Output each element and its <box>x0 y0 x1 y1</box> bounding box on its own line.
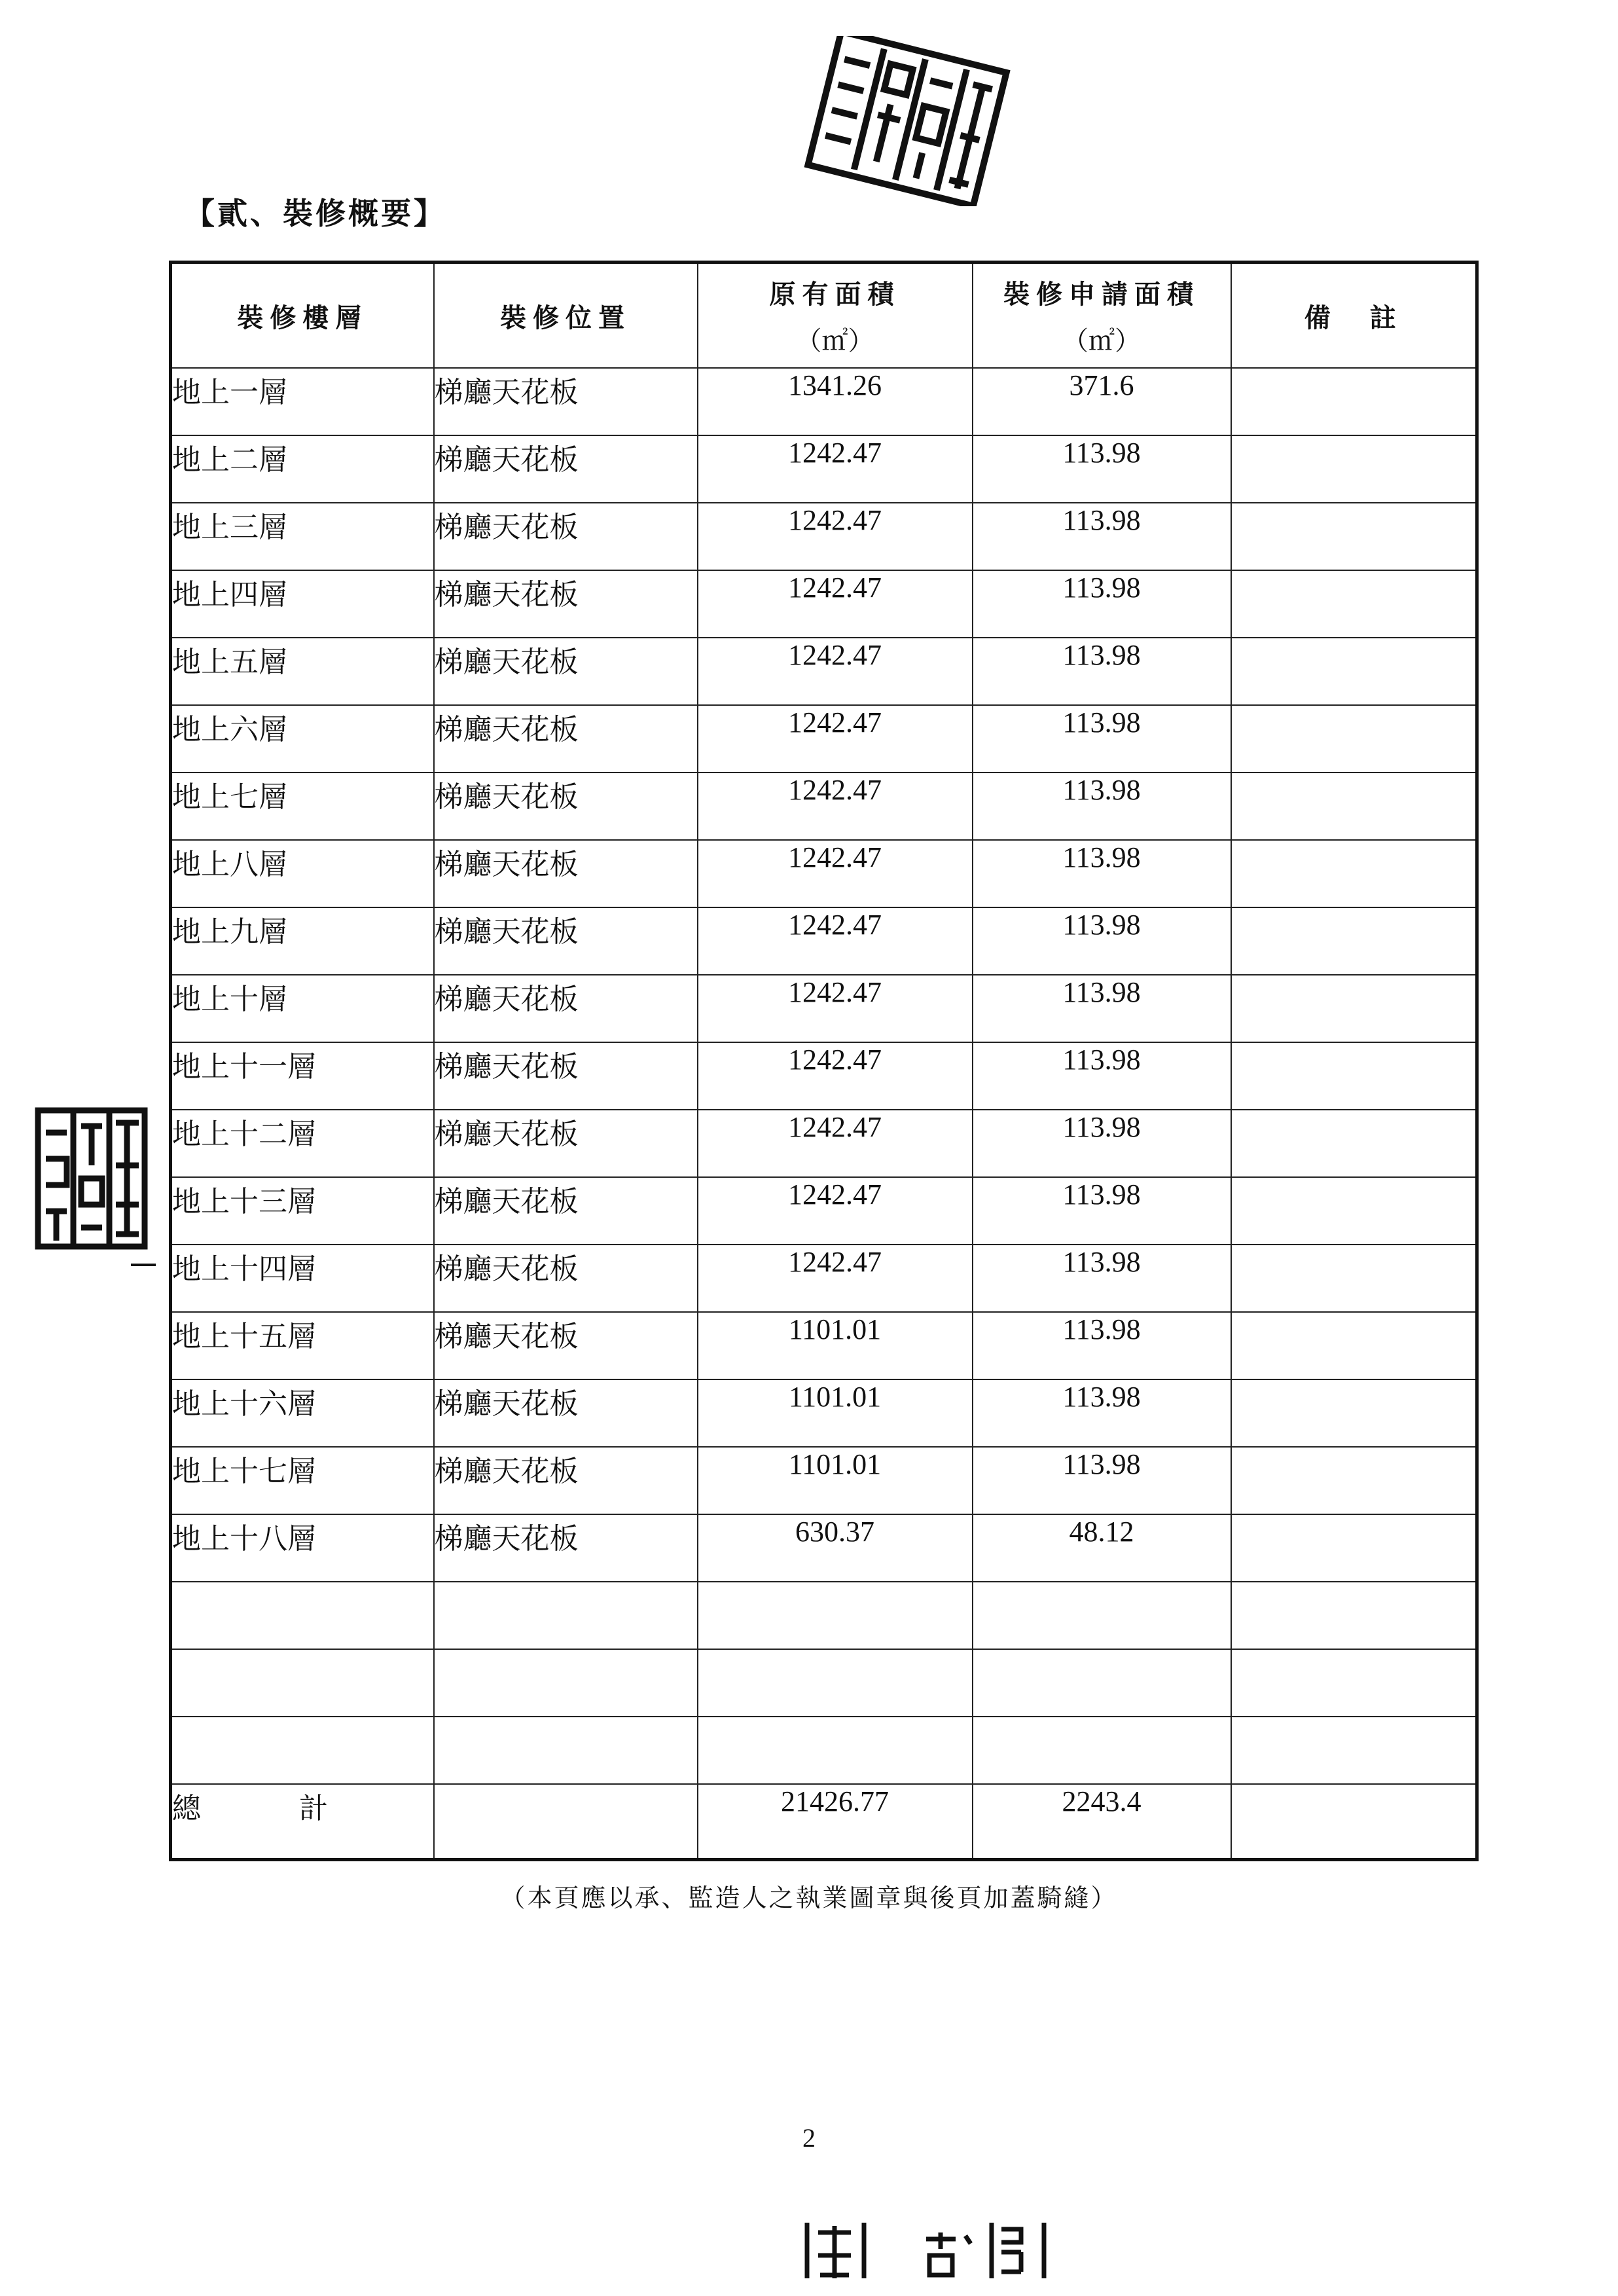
cell-original-area: 1242.47 <box>698 435 973 503</box>
cell-applied-area: 113.98 <box>973 1110 1231 1177</box>
bottom-seal-mark <box>802 2216 1060 2285</box>
cell-original-area: 1242.47 <box>698 1110 973 1177</box>
table-row <box>171 1447 1477 1514</box>
table-row <box>171 1245 1477 1312</box>
cell-location: 梯廳天花板 <box>434 435 698 503</box>
header-floor: 裝修樓層 <box>171 263 434 369</box>
cell-remarks <box>1231 503 1477 570</box>
cell-remarks <box>1231 1379 1477 1447</box>
cell-location: 梯廳天花板 <box>434 503 698 570</box>
table-row <box>171 435 1477 503</box>
cell-remarks <box>1231 1312 1477 1379</box>
cell-remarks <box>1231 638 1477 705</box>
cell-location: 梯廳天花板 <box>434 1312 698 1379</box>
cell-remarks <box>1231 1177 1477 1245</box>
cell-location: 梯廳天花板 <box>434 570 698 638</box>
header-applied-area-label: 裝修申請面積 <box>1003 280 1200 310</box>
cell-original-area: 1101.01 <box>698 1379 973 1447</box>
page-number: 2 <box>802 2123 816 2153</box>
table-header-row <box>171 263 1477 369</box>
table-row <box>171 975 1477 1042</box>
cell-original-area: 1242.47 <box>698 840 973 907</box>
total-applied-area: 2243.4 <box>973 1784 1231 1860</box>
cell-applied-area: 113.98 <box>973 435 1231 503</box>
cell-location: 梯廳天花板 <box>434 705 698 773</box>
cell-remarks <box>1231 1245 1477 1312</box>
cell-original-area: 1242.47 <box>698 907 973 975</box>
table-row <box>171 840 1477 907</box>
cell-original-area: 1242.47 <box>698 570 973 638</box>
cell-original-area: 1101.01 <box>698 1312 973 1379</box>
cell-remarks <box>1231 368 1477 435</box>
cell-applied-area: 113.98 <box>973 975 1231 1042</box>
table-row <box>171 1717 1477 1784</box>
footnote: （本頁應以承、監造人之執業圖章與後頁加蓋騎縫） <box>500 1884 1118 1912</box>
cell-floor <box>171 1582 434 1649</box>
table-row <box>171 1649 1477 1717</box>
cell-floor: 地上九層 <box>171 907 434 975</box>
cell-floor: 地上十二層 <box>171 1110 434 1177</box>
cell-floor: 地上一層 <box>171 368 434 435</box>
cell-original-area <box>698 1717 973 1784</box>
cell-floor: 地上三層 <box>171 503 434 570</box>
cell-remarks <box>1231 570 1477 638</box>
cell-location: 梯廳天花板 <box>434 773 698 840</box>
cell-location: 梯廳天花板 <box>434 1379 698 1447</box>
cell-floor <box>171 1649 434 1717</box>
table-row <box>171 1379 1477 1447</box>
margin-tick-mark <box>131 1264 156 1266</box>
cell-remarks <box>1231 907 1477 975</box>
cell-original-area: 630.37 <box>698 1514 973 1582</box>
cell-remarks <box>1231 1447 1477 1514</box>
cell-location: 梯廳天花板 <box>434 1042 698 1110</box>
cell-applied-area <box>973 1582 1231 1649</box>
cell-remarks <box>1231 435 1477 503</box>
table-row <box>171 503 1477 570</box>
header-location: 裝修位置 <box>434 263 698 369</box>
cell-location: 梯廳天花板 <box>434 1110 698 1177</box>
cell-remarks <box>1231 1042 1477 1110</box>
cell-original-area: 1242.47 <box>698 705 973 773</box>
total-location <box>434 1784 698 1860</box>
cell-applied-area: 48.12 <box>973 1514 1231 1582</box>
renovation-summary-table <box>169 261 1479 1861</box>
table-body <box>171 368 1477 1784</box>
cell-location: 梯廳天花板 <box>434 638 698 705</box>
cell-location: 梯廳天花板 <box>434 1514 698 1582</box>
cell-original-area: 1341.26 <box>698 368 973 435</box>
cell-floor: 地上十六層 <box>171 1379 434 1447</box>
cell-applied-area: 113.98 <box>973 1245 1231 1312</box>
cell-original-area: 1101.01 <box>698 1447 973 1514</box>
cell-applied-area: 113.98 <box>973 705 1231 773</box>
table-row <box>171 1582 1477 1649</box>
cell-floor: 地上十四層 <box>171 1245 434 1312</box>
cell-original-area <box>698 1649 973 1717</box>
cell-floor: 地上四層 <box>171 570 434 638</box>
cell-applied-area <box>973 1717 1231 1784</box>
cell-location: 梯廳天花板 <box>434 1245 698 1312</box>
cell-applied-area: 113.98 <box>973 570 1231 638</box>
cell-floor <box>171 1717 434 1784</box>
cell-location: 梯廳天花板 <box>434 840 698 907</box>
cell-applied-area: 113.98 <box>973 1042 1231 1110</box>
cell-applied-area: 113.98 <box>973 1312 1231 1379</box>
cell-floor: 地上十八層 <box>171 1514 434 1582</box>
cell-location <box>434 1717 698 1784</box>
cell-remarks <box>1231 1717 1477 1784</box>
cell-floor: 地上六層 <box>171 705 434 773</box>
cell-original-area: 1242.47 <box>698 1042 973 1110</box>
cell-floor: 地上十五層 <box>171 1312 434 1379</box>
cell-applied-area: 113.98 <box>973 1379 1231 1447</box>
table-row <box>171 907 1477 975</box>
seal-stamp-top <box>795 36 1011 206</box>
table-row <box>171 1312 1477 1379</box>
header-applied-area-unit: （㎡） <box>1062 326 1141 356</box>
table-total-row <box>171 1784 1477 1860</box>
cell-location: 梯廳天花板 <box>434 368 698 435</box>
cell-floor: 地上二層 <box>171 435 434 503</box>
cell-original-area: 1242.47 <box>698 975 973 1042</box>
cell-applied-area: 371.6 <box>973 368 1231 435</box>
table-row <box>171 773 1477 840</box>
table-row <box>171 1514 1477 1582</box>
cell-remarks <box>1231 1514 1477 1582</box>
table-row <box>171 1042 1477 1110</box>
cell-floor: 地上十一層 <box>171 1042 434 1110</box>
cell-original-area: 1242.47 <box>698 638 973 705</box>
cell-floor: 地上五層 <box>171 638 434 705</box>
cell-original-area: 1242.47 <box>698 773 973 840</box>
cell-applied-area: 113.98 <box>973 1447 1231 1514</box>
seal-stamp-left <box>34 1106 149 1250</box>
cell-location <box>434 1649 698 1717</box>
cell-remarks <box>1231 975 1477 1042</box>
cell-remarks <box>1231 705 1477 773</box>
cell-location: 梯廳天花板 <box>434 1447 698 1514</box>
table-row <box>171 570 1477 638</box>
header-original-area-unit: （㎡） <box>795 326 874 356</box>
header-original-area <box>698 263 973 369</box>
cell-original-area: 1242.47 <box>698 1245 973 1312</box>
total-remarks <box>1231 1784 1477 1860</box>
total-label: 總計 <box>171 1784 434 1860</box>
cell-remarks <box>1231 1110 1477 1177</box>
cell-applied-area: 113.98 <box>973 840 1231 907</box>
cell-remarks <box>1231 773 1477 840</box>
header-applied-area <box>973 263 1231 369</box>
section-title: 【貳、裝修概要】 <box>185 196 446 231</box>
cell-applied-area: 113.98 <box>973 907 1231 975</box>
header-original-area-label: 原有面積 <box>769 280 901 310</box>
table-row <box>171 638 1477 705</box>
cell-location <box>434 1582 698 1649</box>
cell-original-area: 1242.47 <box>698 1177 973 1245</box>
cell-floor: 地上八層 <box>171 840 434 907</box>
cell-applied-area: 113.98 <box>973 773 1231 840</box>
cell-applied-area <box>973 1649 1231 1717</box>
cell-floor: 地上十層 <box>171 975 434 1042</box>
header-remarks: 備 註 <box>1231 263 1477 369</box>
cell-applied-area: 113.98 <box>973 638 1231 705</box>
cell-remarks <box>1231 1649 1477 1717</box>
cell-remarks <box>1231 1582 1477 1649</box>
cell-applied-area: 113.98 <box>973 503 1231 570</box>
table-row <box>171 1110 1477 1177</box>
total-original-area: 21426.77 <box>698 1784 973 1860</box>
table-row <box>171 705 1477 773</box>
table-row <box>171 1177 1477 1245</box>
cell-floor: 地上十七層 <box>171 1447 434 1514</box>
cell-location: 梯廳天花板 <box>434 975 698 1042</box>
cell-original-area <box>698 1582 973 1649</box>
cell-floor: 地上十三層 <box>171 1177 434 1245</box>
cell-original-area: 1242.47 <box>698 503 973 570</box>
cell-location: 梯廳天花板 <box>434 1177 698 1245</box>
cell-floor: 地上七層 <box>171 773 434 840</box>
cell-location: 梯廳天花板 <box>434 907 698 975</box>
table-row <box>171 368 1477 435</box>
cell-applied-area: 113.98 <box>973 1177 1231 1245</box>
cell-remarks <box>1231 840 1477 907</box>
